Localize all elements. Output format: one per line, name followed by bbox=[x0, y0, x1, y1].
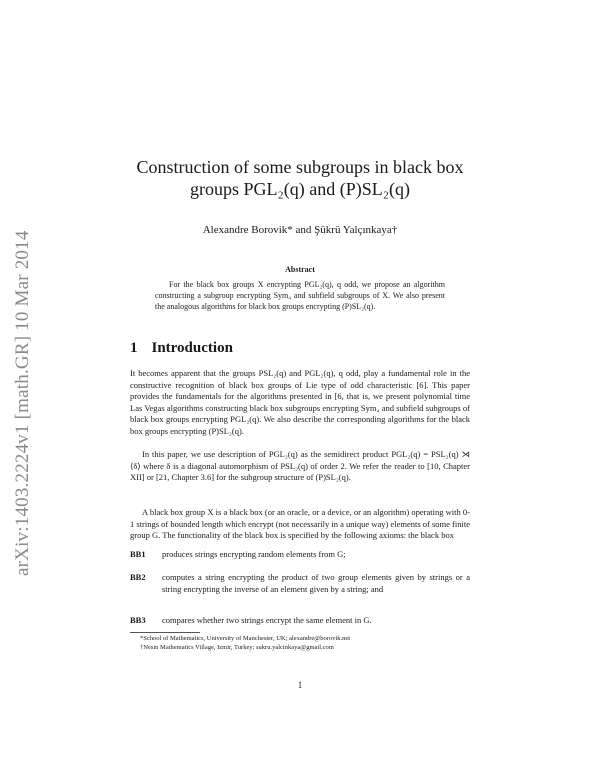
axiom-text: produces strings encrypting random elements from G; bbox=[162, 549, 346, 559]
section-heading bbox=[130, 340, 233, 357]
abstract-text: For the black box groups X encrypting PGL₂(q), q odd, we propose an algorithm constructing a subgroup encrypting Sym₄ and subfield subgroups of X. We also present the analogous algorithms for black box groups encrypting (P)SL₂(q). bbox=[155, 280, 445, 311]
axiom-bb2 bbox=[130, 572, 470, 595]
paper-title bbox=[120, 156, 480, 200]
axiom-tag: BB1 bbox=[130, 549, 146, 559]
arxiv-identifier: arXiv:1403.2224v1 [math.GR] 10 Mar 2014 bbox=[12, 230, 33, 576]
page-number: 1 bbox=[297, 680, 303, 690]
axiom-bb3 bbox=[130, 615, 470, 627]
section-title: Introduction bbox=[151, 340, 233, 356]
section-number: 1 bbox=[130, 340, 138, 356]
footnote-2: †Nesin Mathematics Village, Izmir, Turkey; sukru.yalcinkaya@gmail.com bbox=[140, 644, 334, 651]
arxiv-stamp bbox=[8, 176, 36, 576]
paragraph-2: In this paper, we use description of PGL₂(q) as the semidirect product PGL₂(q) = PSL₂(q) ⋊ ⟨δ⟩ where δ is a diagonal automorphism of PSL₂(q) of order 2. We refer the reader to [10, Chapter XII] or [21, Chapter 3.6] for the subgroup structure of (P)SL₂(q). bbox=[130, 449, 470, 483]
paragraph-3: A black box group X is a black box (or an oracle, or a device, or an algorithm) operating with 0-1 strings of bounded length which encrypt (not necessarily in a unique way) elements of some finite group G. The functionality of the black box is specified by the following axioms: the black box bbox=[130, 507, 470, 541]
axiom-tag: BB3 bbox=[130, 615, 146, 625]
title-line-1: Construction of some subgroups in black box bbox=[136, 157, 464, 177]
authors: Alexandre Borovik* and Şükrü Yalçınkaya† bbox=[202, 224, 398, 236]
axiom-tag: BB2 bbox=[130, 572, 146, 582]
footnote-1: *School of Mathematics, University of Manchester, UK; alexandre@borovik.net bbox=[140, 635, 351, 642]
footnotes bbox=[140, 634, 470, 652]
axiom-bb1 bbox=[130, 549, 470, 561]
axiom-text: computes a string encrypting the product of two group elements given by strings or a string encrypting the inverse of an element given by a string; and bbox=[162, 572, 470, 594]
title-line-2: groups PGL₂(q) and (P)SL₂(q) bbox=[189, 179, 411, 199]
abstract-heading: Abstract bbox=[285, 265, 315, 274]
axiom-text: compares whether two strings encrypt the same element in G. bbox=[162, 615, 372, 625]
paragraph-1: It becomes apparent that the groups PSL₂(q) and PGL₂(q), q odd, play a fundamental role in the constructive recognition of black box groups of Lie type of odd characteristic [6]. This paper provides the fundamentals for the algorithms presented in [6, that is, we present polynomial time Las Vegas algorithms constructing black box subgroups encrypting Sym₄ and subfield subgroups of black box groups encrypting PGL₂(q). We also describe the corresponding algorithms for the black box groups encrypting (P)SL₂(q). bbox=[130, 368, 470, 436]
footnote-rule bbox=[130, 632, 200, 633]
